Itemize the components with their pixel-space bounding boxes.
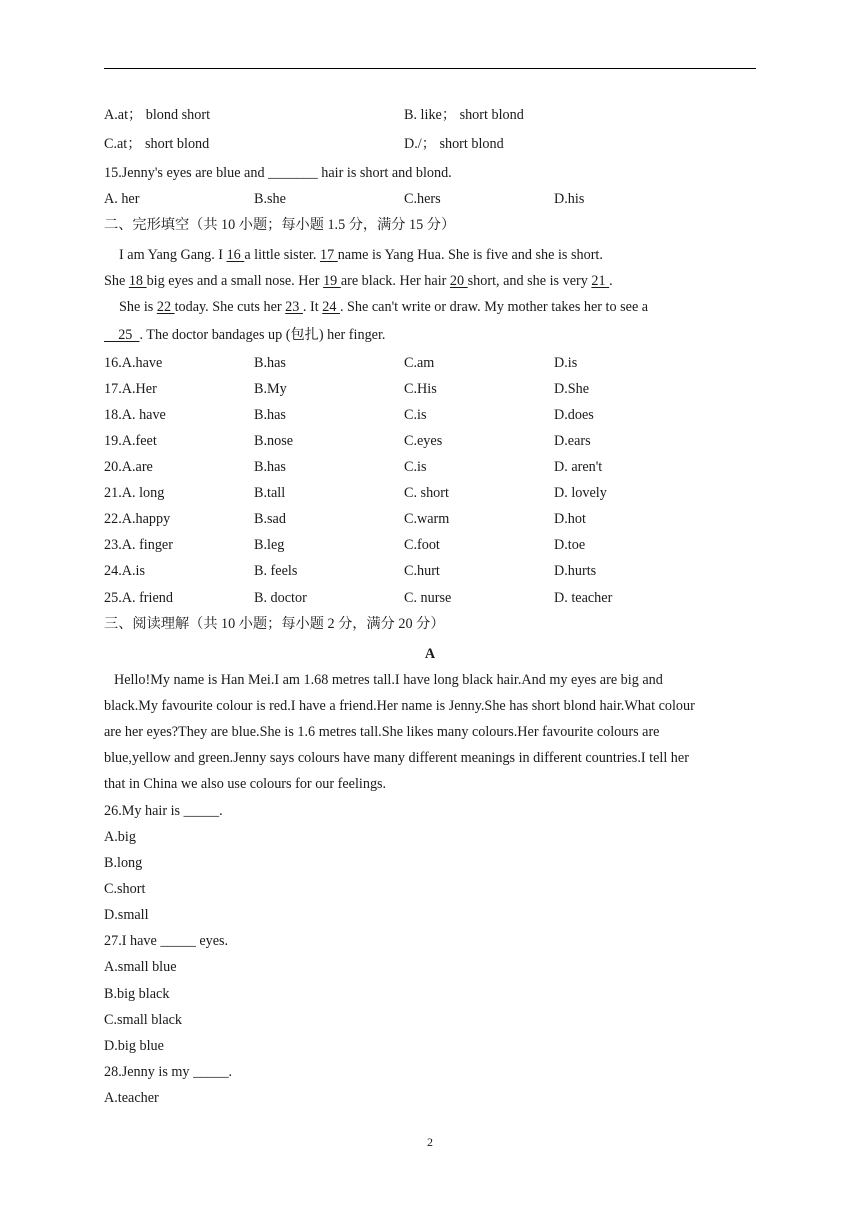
option-b[interactable]: B.sad — [254, 511, 286, 527]
q27-option-c[interactable]: C.small black — [104, 1012, 183, 1028]
cloze-line-3 — [119, 298, 648, 316]
option-a[interactable]: 19.A.feet — [104, 433, 157, 449]
option-a[interactable]: 25.A. friend — [104, 590, 173, 606]
section2-heading: 二、完形填空（共 10 小题；每小题 1.5 分，满分 15 分） — [104, 217, 456, 233]
option-d[interactable]: D.hurts — [554, 563, 597, 579]
blank-25: 25 — [104, 327, 140, 343]
option-b[interactable]: B.has — [254, 407, 286, 423]
cloze-options-17 — [104, 380, 756, 398]
cloze-text: . The doctor bandages up (包扎) her finger. — [139, 327, 386, 343]
option-c[interactable]: C.am — [404, 355, 435, 371]
cloze-options-24 — [104, 562, 756, 580]
cloze-options-16 — [104, 354, 756, 372]
passage-line: that in China we also use colours for our feelings. — [104, 776, 387, 792]
q28-option-a[interactable]: A.teacher — [104, 1090, 159, 1106]
blank-22: 22 — [156, 299, 175, 315]
q14-option-c[interactable]: C.at； short blond — [104, 136, 210, 152]
cloze-options-25 — [104, 589, 756, 607]
q26-option-c[interactable]: C.short — [104, 881, 146, 897]
cloze-options-23 — [104, 536, 756, 554]
q15-stem: 15.Jenny's eyes are blue and _______ hair is short and blond. — [104, 165, 452, 181]
cloze-text: I am Yang Gang. I — [119, 247, 227, 263]
cloze-text: short, and she is very — [467, 273, 592, 289]
cloze-line-1 — [119, 246, 603, 264]
page-number: 2 — [427, 1135, 433, 1149]
q26-option-d[interactable]: D.small — [104, 907, 149, 923]
q15-option-c[interactable]: C.hers — [404, 191, 441, 207]
option-a[interactable]: 17.A.Her — [104, 381, 157, 397]
option-a[interactable]: 24.A.is — [104, 563, 145, 579]
cloze-text: She is — [119, 299, 157, 315]
q27-stem: 27.I have _____ eyes. — [104, 933, 229, 949]
q27-option-b[interactable]: B.big black — [104, 986, 170, 1002]
option-b[interactable]: B.leg — [254, 537, 285, 553]
option-d[interactable]: D.hot — [554, 511, 586, 527]
cloze-line-2 — [104, 272, 613, 290]
passage-line: Hello!My name is Han Mei.I am 1.68 metres tall.I have long black hair.And my eyes are big and — [114, 672, 663, 688]
q14-option-b[interactable]: B. like； short blond — [404, 107, 524, 123]
option-d[interactable]: D. teacher — [554, 590, 613, 606]
blank-20: 20 — [449, 273, 468, 289]
option-b[interactable]: B.My — [254, 381, 287, 397]
cloze-options-20 — [104, 458, 756, 476]
blank-16: 16 — [226, 247, 245, 263]
q28-stem: 28.Jenny is my _____. — [104, 1064, 233, 1080]
cloze-text: . — [609, 273, 613, 289]
q27-option-d[interactable]: D.big blue — [104, 1038, 164, 1054]
passage-title: A — [424, 646, 436, 662]
cloze-text: name is Yang Hua. She is five and she is short. — [337, 247, 603, 263]
q15-option-a[interactable]: A. her — [104, 191, 140, 207]
q15-option-b[interactable]: B.she — [254, 191, 286, 207]
cloze-text: . It — [302, 299, 323, 315]
blank-23: 23 — [285, 299, 303, 315]
q14-options-row2 — [104, 135, 756, 153]
option-c[interactable]: C.is — [404, 407, 427, 423]
cloze-options-19 — [104, 432, 756, 450]
q26-option-b[interactable]: B.long — [104, 855, 143, 871]
blank-18: 18 — [128, 273, 147, 289]
cloze-options-21 — [104, 484, 756, 502]
option-d[interactable]: D.does — [554, 407, 594, 423]
option-a[interactable]: 23.A. finger — [104, 537, 173, 553]
passage-line: are her eyes?They are blue.She is 1.6 metres tall.She likes many colours.Her favourite colours are — [104, 724, 660, 740]
passage-line: blue,yellow and green.Jenny says colours have many different meanings in different countries.I tell her — [104, 750, 689, 766]
q14-option-a[interactable]: A.at； blond short — [104, 107, 211, 123]
option-c[interactable]: C.His — [404, 381, 437, 397]
cloze-text: a little sister. — [244, 247, 320, 263]
option-b[interactable]: B. feels — [254, 563, 298, 579]
blank-24: 24 — [322, 299, 340, 315]
option-d[interactable]: D.toe — [554, 537, 586, 553]
option-c[interactable]: C.foot — [404, 537, 440, 553]
option-b[interactable]: B.has — [254, 355, 286, 371]
q14-options-row1 — [104, 106, 756, 124]
q26-stem: 26.My hair is _____. — [104, 803, 223, 819]
cloze-text: today. She cuts her — [174, 299, 286, 315]
option-b[interactable]: B.nose — [254, 433, 294, 449]
cloze-text: . She can't write or draw. My mother takes her to see a — [339, 299, 649, 315]
cloze-text: She — [104, 273, 129, 289]
blank-17: 17 — [319, 247, 338, 263]
option-c[interactable]: C.warm — [404, 511, 450, 527]
option-b[interactable]: B.has — [254, 459, 286, 475]
section3-heading: 三、阅读理解（共 10 小题；每小题 2 分，满分 20 分） — [104, 616, 445, 632]
option-a[interactable]: 20.A.are — [104, 459, 153, 475]
passage-line: black.My favourite colour is red.I have a friend.Her name is Jenny.She has short blond hair.What colour — [104, 698, 695, 714]
option-d[interactable]: D.ears — [554, 433, 591, 449]
option-c[interactable]: C.hurt — [404, 563, 440, 579]
q15-option-d[interactable]: D.his — [554, 191, 585, 207]
option-c[interactable]: C. nurse — [404, 590, 452, 606]
option-d[interactable]: D. aren't — [554, 459, 603, 475]
blank-21: 21 — [591, 273, 610, 289]
cloze-text: are black. Her hair — [340, 273, 450, 289]
cloze-options-18 — [104, 406, 756, 424]
option-a[interactable]: 18.A. have — [104, 407, 166, 423]
option-a[interactable]: 16.A.have — [104, 355, 163, 371]
q27-option-a[interactable]: A.small blue — [104, 959, 177, 975]
q15-options — [104, 190, 756, 208]
option-b[interactable]: B.tall — [254, 485, 286, 501]
option-d[interactable]: D. lovely — [554, 485, 607, 501]
option-a[interactable]: 22.A.happy — [104, 511, 171, 527]
option-c[interactable]: C.eyes — [404, 433, 443, 449]
q26-option-a[interactable]: A.big — [104, 829, 136, 845]
cloze-text: big eyes and a small nose. Her — [146, 273, 324, 289]
blank-19: 19 — [323, 273, 341, 289]
option-c[interactable]: C. short — [404, 485, 449, 501]
cloze-options-22 — [104, 510, 756, 528]
option-d[interactable]: D.She — [554, 381, 590, 397]
option-b[interactable]: B. doctor — [254, 590, 307, 606]
option-d[interactable]: D.is — [554, 355, 578, 371]
option-c[interactable]: C.is — [404, 459, 427, 475]
header-rule — [104, 68, 756, 69]
q14-option-d[interactable]: D./； short blond — [404, 136, 504, 152]
option-a[interactable]: 21.A. long — [104, 485, 165, 501]
cloze-line-4 — [104, 326, 385, 344]
